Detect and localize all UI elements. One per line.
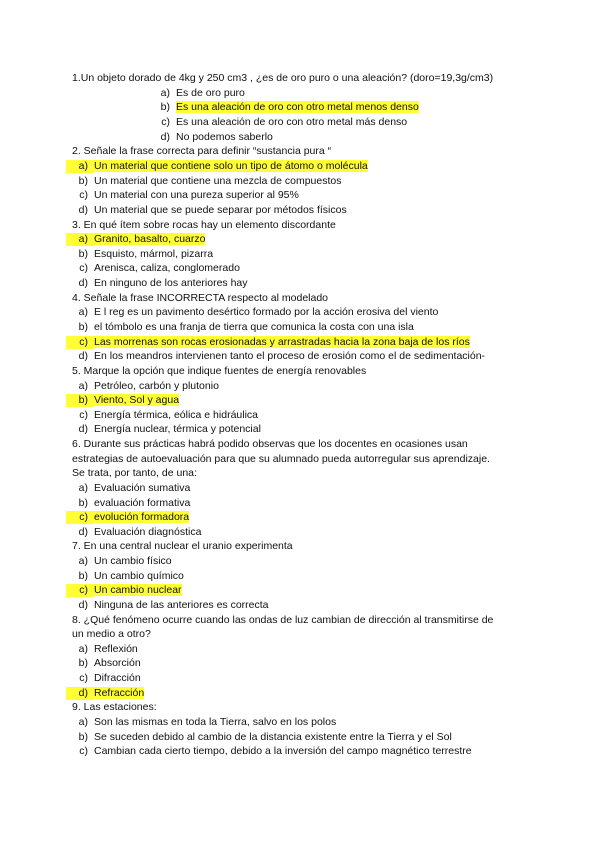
q5-option-c: c) Energía térmica, eólica e hidráulica [79, 409, 259, 421]
question-8-line-2: un medio a otro? [72, 628, 151, 640]
q9-option-b: b) Se suceden debido al cambio de la distancia existente entre la Tierra y el Sol [78, 731, 452, 743]
q9-option-a: a) Son las mismas en toda la Tierra, salvo en los polos [78, 716, 337, 728]
q7-option-d: d) Ninguna de las anteriores es correcta [78, 599, 269, 611]
q2-option-d: d) Un material que se puede separar por métodos físicos [78, 204, 347, 216]
q9-option-c: c) Cambian cada cierto tiempo, debido a la inversión del campo magnético terrestre [79, 745, 472, 757]
q6-option-a: a) Evaluación sumativa [78, 482, 191, 494]
q4-option-d: d) En los meandros intervienen tanto el proceso de erosión como el de sedimentación- [78, 350, 486, 362]
question-9: 9. Las estaciones: [72, 701, 157, 713]
question-4: 4. Señale la frase INCORRECTA respecto al modelado [72, 292, 329, 304]
q2-option-c: c) Un material con una pureza superior al 95% [79, 189, 299, 201]
q2-option-b: b) Un material que contiene una mezcla de compuestos [78, 175, 342, 187]
q2-option-a: a) Un material que contiene solo un tipo de átomo o molécula [66, 160, 368, 173]
q5-option-a: a) Petróleo, carbón y plutonio [78, 380, 219, 392]
q6-option-c: c) evolución formadora [66, 511, 189, 524]
q3-option-c: c) Arenisca, caliza, conglomerado [79, 262, 240, 274]
q6-option-d: d) Evaluación diagnóstica [78, 526, 202, 538]
q4-option-c: c) Las morrenas son rocas erosionadas y arrastradas hacia la zona baja de los ríos [66, 336, 470, 349]
question-6-line-3: Se trata, por tanto, de una: [72, 467, 197, 479]
q7-option-b: b) Un cambio químico [78, 570, 184, 582]
q1-option-b: b) Es una aleación de oro con otro metal menos denso [160, 101, 419, 113]
q4-option-a: a) E l reg es un pavimento desértico formado por la acción erosiva del viento [78, 306, 439, 318]
q3-option-b: b) Esquisto, mármol, pizarra [78, 248, 214, 260]
q8-option-c: c) Difracción [79, 672, 141, 684]
question-7: 7. En una central nuclear el uranio experimenta [72, 540, 293, 552]
q5-option-d: d) Energía nuclear, térmica y potencial [78, 423, 261, 435]
question-1: 1.Un objeto dorado de 4kg y 250 cm3 , ¿es de oro puro o una aleación? (doro=19,3g/cm3) [72, 72, 494, 84]
q7-option-c: c) Un cambio nuclear [66, 584, 182, 597]
q4-option-b: b) el tómbolo es una franja de tierra que comunica la costa con una isla [78, 321, 414, 333]
question-6-line-2: estrategias de autoevaluación para que su alumnado pueda autorregular sus aprendizaje. [72, 453, 490, 465]
q5-option-b: b) Viento, Sol y agua [66, 394, 179, 407]
q8-option-a: a) Reflexión [78, 643, 138, 655]
q3-option-a: a) Granito, basalto, cuarzo [66, 233, 205, 246]
q1-option-d: d) No podemos saberlo [160, 131, 273, 143]
q3-option-d: d) En ninguno de los anteriores hay [78, 277, 248, 289]
question-6-line-1: 6. Durante sus prácticas habrá podido observas que los docentes en ocasiones usan [72, 438, 468, 450]
question-2: 2. Señale la frase correcta para definir “sustancia pura “ [72, 145, 332, 157]
question-3: 3. En qué ítem sobre rocas hay un elemento discordante [72, 219, 336, 231]
q8-option-b: b) Absorción [78, 657, 141, 669]
question-8-line-1: 8. ¿Qué fenómeno ocurre cuando las ondas de luz cambian de dirección al transmitirse de [72, 614, 494, 626]
q7-option-a: a) Un cambio físico [78, 555, 172, 567]
q1-option-c: c) Es una aleación de oro con otro metal más denso [161, 116, 408, 128]
question-5: 5. Marque la opción que indique fuentes de energía renovables [72, 365, 367, 377]
q6-option-b: b) evaluación formativa [78, 497, 191, 509]
q1-option-a: a) Es de oro puro [160, 87, 245, 99]
q8-option-d: d) Refracción [66, 687, 144, 700]
